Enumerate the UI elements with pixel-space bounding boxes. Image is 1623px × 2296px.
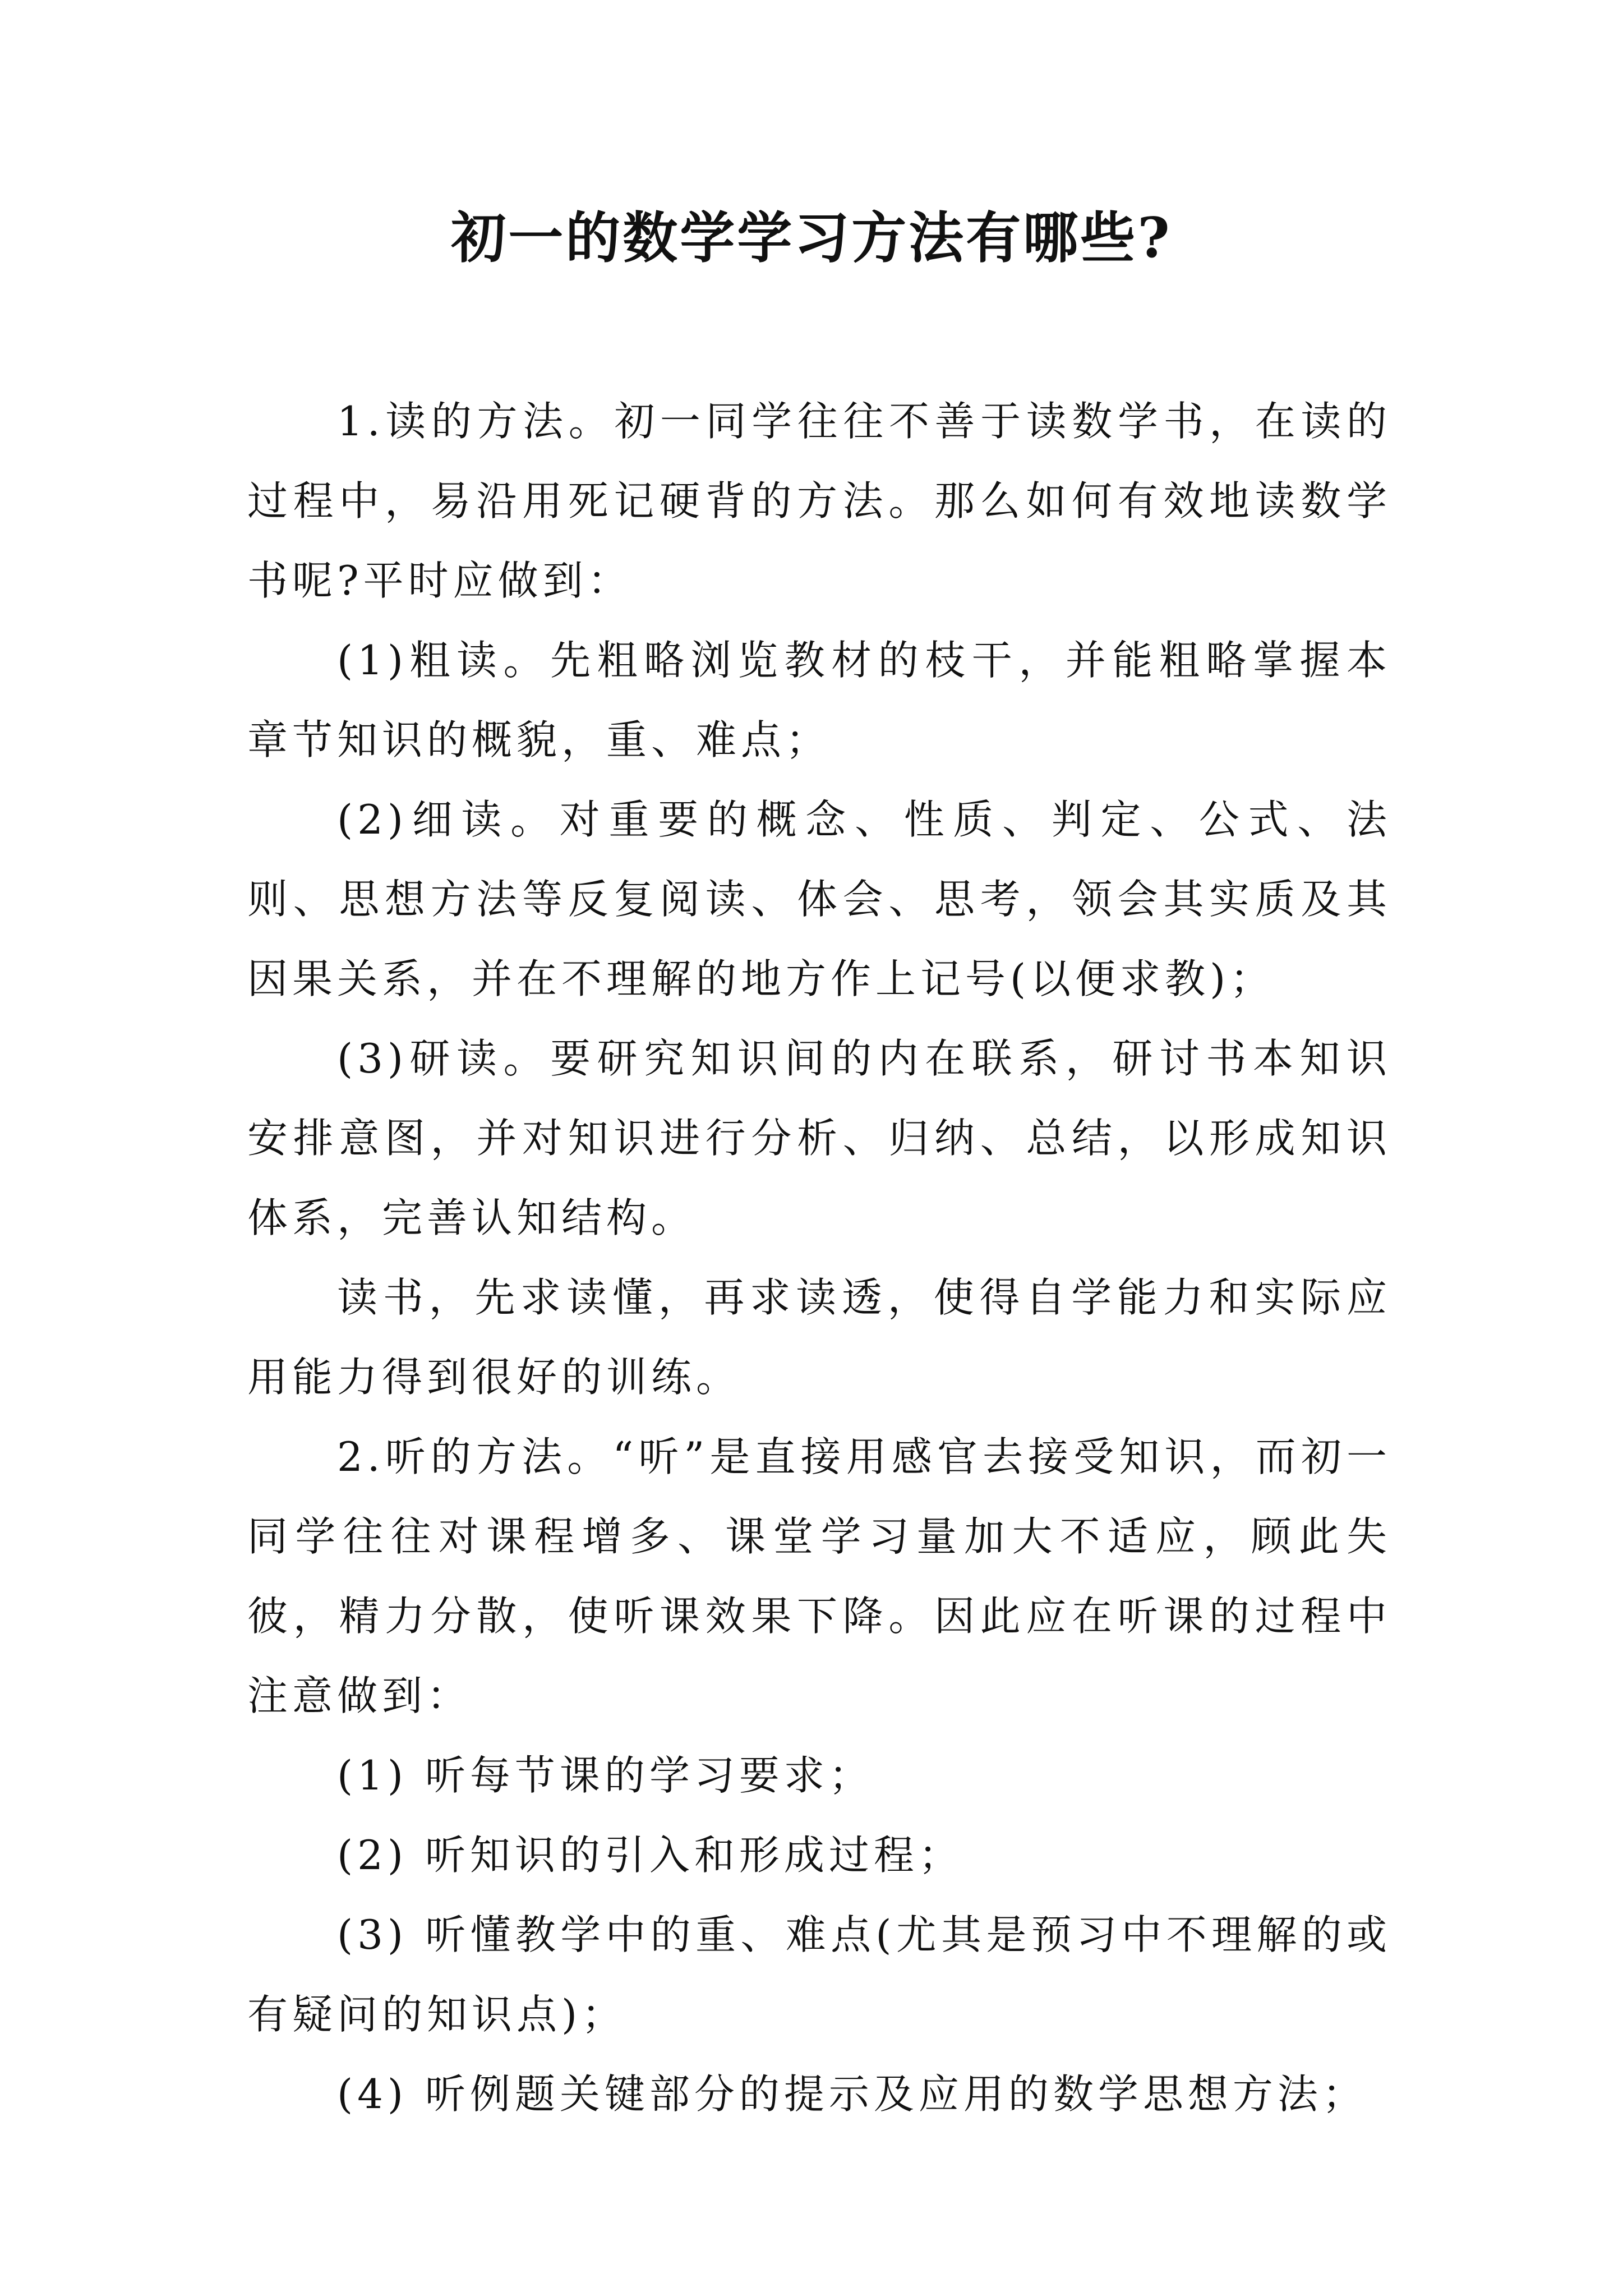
- paragraph-rough-reading: (1)粗读。先粗略浏览教材的枝干，并能粗略掌握本章节知识的概貌，重、难点；: [247, 637, 1391, 763]
- paragraph-careful-reading: (2)细读。对重要的概念、性质、判定、公式、法则、思想方法等反复阅读、体会、思考，领会其实质及其因果关系，并在不理解的地方作上记号(以便求教)；: [247, 796, 1391, 1002]
- document-body: [247, 381, 1391, 2134]
- paragraph-reading-method: 1.读的方法。初一同学往往不善于读数学书，在读的过程中，易沿用死记硬背的方法。那么如何有效地读数学书呢?平时应做到：: [247, 398, 1391, 604]
- paragraph-listening-method: 2.听的方法。“听”是直接用感官去接受知识，而初一同学往往对课程增多、课堂学习量加大不适应，顾此失彼，精力分散，使听课效果下降。因此应在听课的过程中注意做到：: [247, 1433, 1391, 1719]
- paragraph-study-reading: (3)研读。要研究知识间的内在联系，研讨书本知识安排意图，并对知识进行分析、归纳、总结，以形成知识体系，完善认知结构。: [247, 1035, 1391, 1241]
- paragraph-listen-item-3: (3) 听懂教学中的重、难点(尤其是预习中不理解的或有疑问的知识点)；: [247, 1911, 1391, 2038]
- paragraph-listen-item-4: (4) 听例题关键部分的提示及应用的数学思想方法；: [337, 2070, 1367, 2118]
- paragraph-listen-item-1: (1) 听每节课的学习要求；: [337, 1752, 874, 1799]
- paragraph-listen-item-2: (2) 听知识的引入和形成过程；: [337, 1832, 963, 1879]
- paragraph-reading-summary: 读书，先求读懂，再求读透，使得自学能力和实际应用能力得到很好的训练。: [247, 1274, 1391, 1401]
- document-title: 初一的数学学习方法有哪些?: [451, 206, 1172, 270]
